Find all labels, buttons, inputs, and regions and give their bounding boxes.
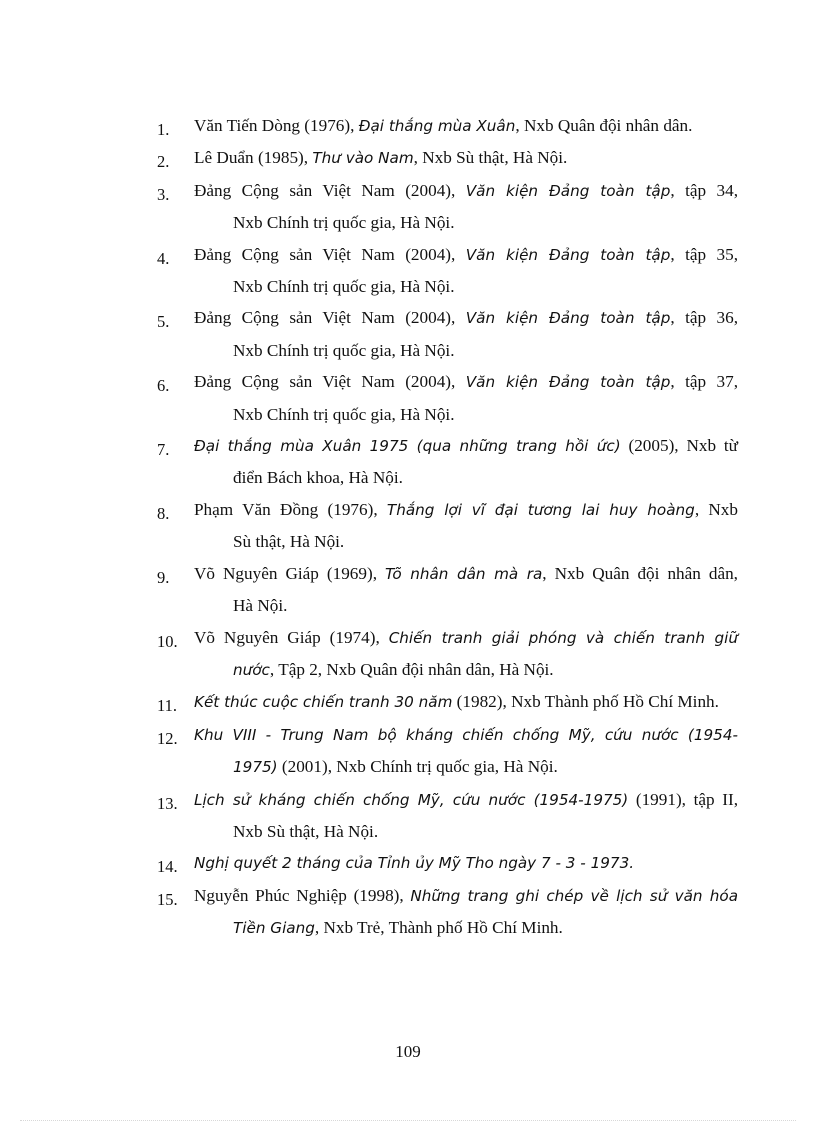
reference-line	[194, 302, 738, 334]
reference-item	[157, 175, 739, 239]
reference-number: 8.	[157, 503, 170, 523]
reference-text: điển Bách khoa, Hà Nội.	[233, 468, 403, 488]
reference-title: Thư vào Nam	[312, 149, 414, 168]
reference-item	[157, 558, 738, 622]
reference-item	[157, 719, 738, 784]
reference-item	[157, 622, 739, 687]
reference-title: Văn kiện Đảng toàn tập	[465, 245, 671, 264]
reference-text: , tập 36,	[670, 308, 739, 328]
reference-text: Đảng Cộng sản Việt Nam (2004),	[194, 244, 466, 264]
reference-text: Lê Duẩn (1985),	[194, 148, 313, 168]
reference-number: 3.	[157, 184, 170, 204]
reference-text: Nxb Chính trị quốc gia, Hà Nội.	[233, 404, 455, 424]
reference-title: Lịch sử kháng chiến chống Mỹ, cứu nước (1954-1975)	[194, 790, 629, 809]
reference-number: 4.	[157, 248, 170, 268]
reference-item	[157, 366, 739, 430]
reference-title: Nghị quyết 2 tháng của Tỉnh ủy Mỹ Tho ngày 7 - 3 - 1973.	[194, 854, 635, 873]
reference-text: Nguyễn Phúc Nghiệp (1998),	[194, 885, 411, 905]
reference-title: Tiền Giang	[233, 919, 315, 938]
reference-line	[194, 558, 738, 590]
reference-line	[194, 430, 738, 462]
reference-line	[194, 366, 738, 398]
reference-title: Văn kiện Đảng toàn tập	[465, 309, 671, 328]
reference-title: 1975)	[233, 758, 278, 777]
reference-text: , tập 35,	[670, 244, 739, 264]
reference-line-continued	[194, 816, 738, 847]
reference-item	[157, 430, 738, 494]
reference-text: Sù thật, Hà Nội.	[233, 532, 345, 552]
reference-text: Văn Tiến Dòng (1976),	[194, 116, 359, 135]
reference-text: Võ Nguyên Giáp (1969),	[194, 563, 386, 583]
reference-text: , tập 37,	[670, 372, 739, 392]
reference-line-continued	[194, 751, 738, 783]
reference-line	[194, 880, 738, 912]
reference-text: Nxb Chính trị quốc gia, Hà Nội.	[233, 213, 455, 233]
reference-text: (1982), Nxb Thành phố Hồ Chí Minh.	[452, 692, 719, 712]
reference-line	[194, 175, 738, 207]
reference-line-continued	[194, 207, 738, 238]
reference-item	[157, 302, 739, 366]
reference-title: Những trang ghi chép về lịch sử văn hóa	[410, 886, 738, 905]
reference-text: Phạm Văn Đồng (1976),	[194, 499, 387, 519]
reference-text: Đảng Cộng sản Việt Nam (2004),	[194, 372, 466, 392]
reference-number: 12.	[157, 728, 178, 748]
reference-title: Đại thắng mùa Xuân 1975 (qua những trang hồi ức)	[194, 437, 621, 456]
reference-line	[194, 239, 738, 271]
reference-number: 7.	[157, 440, 170, 460]
reference-text: Đảng Cộng sản Việt Nam (2004),	[194, 180, 466, 200]
reference-text: (2005), Nxb từ	[620, 436, 738, 456]
reference-text: Nxb Sù thật, Hà Nội.	[233, 821, 379, 841]
reference-text: Nxb Chính trị quốc gia, Hà Nội.	[233, 277, 455, 297]
reference-title: Văn kiện Đảng toàn tập	[465, 181, 671, 200]
reference-title: Kết thúc cuộc chiến tranh 30 năm	[194, 693, 453, 712]
reference-text: , Nxb Trẻ, Thành phố Hồ Chí Minh.	[314, 918, 563, 938]
page-number: 109	[395, 1042, 421, 1061]
reference-text: (2001), Nxb Chính trị quốc gia, Hà Nội.	[277, 757, 558, 777]
reference-line	[194, 110, 738, 142]
reference-title: Văn kiện Đảng toàn tập	[465, 373, 671, 392]
reference-number: 11.	[157, 696, 178, 716]
reference-text: , Nxb	[694, 499, 738, 519]
reference-number: 10.	[157, 631, 178, 651]
reference-text: , Nxb Quân đội nhân dân.	[515, 116, 693, 135]
reference-list	[0, 110, 816, 945]
reference-line-continued	[194, 590, 738, 621]
reference-line-continued	[194, 912, 738, 944]
reference-text: (1991), tập II,	[628, 789, 738, 809]
reference-line	[194, 847, 738, 879]
reference-item	[157, 142, 738, 174]
reference-item	[157, 847, 738, 879]
reference-line	[194, 622, 738, 654]
reference-title: Đại thắng mùa Xuân	[358, 117, 516, 135]
reference-title: Chiến tranh giải phóng và chiến tranh giữ	[388, 628, 739, 647]
reference-line-continued	[194, 654, 738, 686]
reference-line	[194, 719, 738, 751]
reference-text: Hà Nội.	[233, 596, 288, 616]
reference-number: 15.	[157, 889, 178, 909]
reference-number: 2.	[157, 152, 170, 172]
reference-number: 9.	[157, 567, 170, 587]
reference-line	[194, 494, 738, 526]
reference-title: nước	[233, 660, 270, 679]
reference-number: 14.	[157, 857, 178, 877]
reference-title: Thắng lợi vĩ đại tương lai huy hoàng	[386, 500, 695, 519]
reference-line	[194, 142, 738, 174]
reference-item	[157, 686, 738, 718]
reference-item	[157, 784, 738, 848]
reference-item	[157, 110, 738, 142]
reference-text: Võ Nguyên Giáp (1974),	[194, 627, 389, 647]
reference-number: 5.	[157, 312, 170, 332]
reference-number: 13.	[157, 793, 178, 813]
reference-item	[157, 880, 738, 945]
reference-text: , tập 34,	[670, 180, 739, 200]
reference-line-continued	[194, 526, 738, 557]
reference-line	[194, 784, 738, 816]
reference-number: 6.	[157, 376, 170, 396]
reference-text: , Tập 2, Nxb Quân đội nhân dân, Hà Nội.	[269, 659, 554, 679]
reference-title: Tõ nhân dân mà ra	[385, 564, 543, 583]
reference-text: Đảng Cộng sản Việt Nam (2004),	[194, 308, 466, 328]
reference-text: , Nxb Sù thật, Hà Nội.	[413, 148, 568, 168]
page-edge-divider	[20, 1120, 796, 1121]
reference-text: , Nxb Quân đội nhân dân,	[542, 563, 738, 583]
reference-text: Nxb Chính trị quốc gia, Hà Nội.	[233, 340, 455, 360]
reference-line-continued	[194, 335, 738, 366]
reference-number: 1.	[157, 120, 170, 139]
reference-line-continued	[194, 271, 738, 302]
reference-line-continued	[194, 399, 738, 430]
reference-title: Khu VIII - Trung Nam bộ kháng chiến chống Mỹ, cứu nước (1954-	[194, 725, 738, 744]
reference-line	[194, 686, 738, 718]
reference-line-continued	[194, 462, 738, 493]
reference-item	[157, 239, 739, 303]
reference-item	[157, 494, 738, 558]
